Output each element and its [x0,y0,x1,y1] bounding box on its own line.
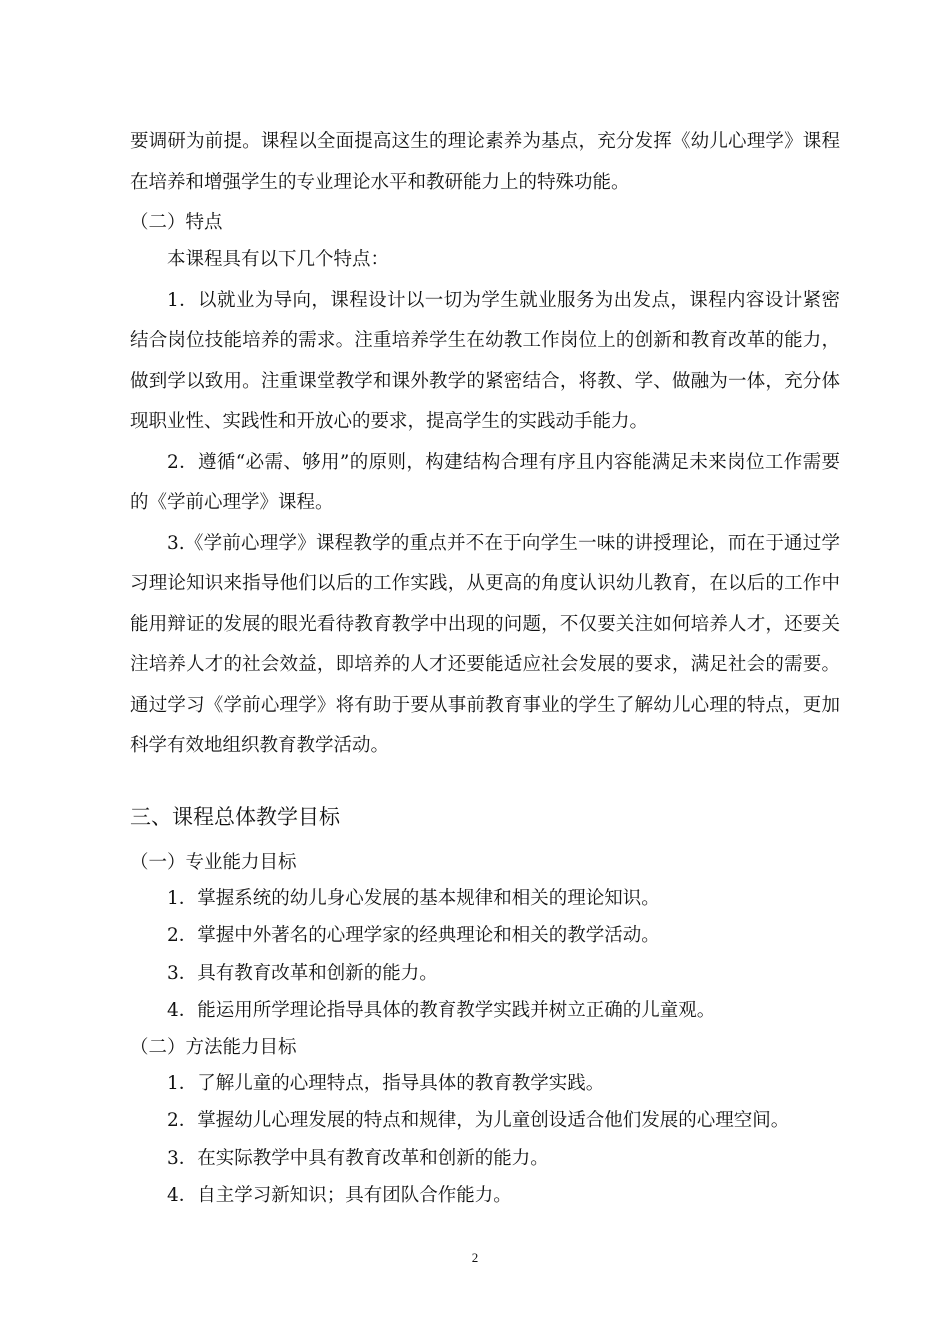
professional-goal-3: 3．具有教育改革和创新的能力。 [167,962,438,984]
professional-goals-heading: （一）专业能力目标 [130,851,297,873]
method-goal-2: 2．掌握幼儿心理发展的特点和规律，为儿童创设适合他们发展的心理空间。 [167,1110,790,1131]
professional-goal-2: 2．掌握中外著名的心理学家的经典理论和相关的教学活动。 [167,925,660,946]
section-heading: 三、课程总体教学目标 [130,804,340,829]
intro-paragraph: 要调研为前提。课程以全面提高这生的理论素养为基点，充分发挥《幼儿心理学》课程在培养和增强学生的专业理论水平和教研能力上的特殊功能。 [130,131,840,193]
feature-item-2: 2．遵循“必需、够用”的原则，构建结构合理有序且内容能满足未来岗位工作需要的《学前心理学》课程。 [130,451,840,513]
page-number: 2 [471,1250,479,1265]
method-goal-4: 4．自主学习新知识；具有团队合作能力。 [167,1185,512,1206]
method-goals-heading: （二）方法能力目标 [130,1036,297,1058]
features-lead: 本课程具有以下几个特点： [167,249,390,270]
features-heading: （二）特点 [130,212,223,233]
professional-goal-1: 1．掌握系统的幼儿身心发展的基本规律和相关的理论知识。 [167,887,660,909]
professional-goal-4: 4．能运用所学理论指导具体的教育教学实践并树立正确的儿童观。 [167,1000,716,1021]
feature-item-1: 1．以就业为导向，课程设计以一切为学生就业服务为出发点，课程内容设计紧密结合岗位技能培养的需求。注重培养学生在幼教工作岗位上的创新和教育改革的能力，做到学以致用。注重课堂教学和课外教学的紧密结合，将教、学、做融为一体，充分体现职业性、实践性和开放心的要求，提高学生的实践动手能力。 [130,289,840,432]
feature-item-3: 3.《学前心理学》课程教学的重点并不在于向学生一味的讲授理论，而在于通过学习理论知识来指导他们以后的工作实践，从更高的角度认识幼儿教育，在以后的工作中能用辩证的发展的眼光看待教育教学中出现的问题，不仅要关注如何培养人才，还要关注培养人才的社会效益，即培养的人才还要能适应社会发展的要求，满足社会的需要。通过学习《学前心理学》将有助于要从事前教育事业的学生了解幼儿心理的特点，更加科学有效地组织教育教学活动。 [130,532,840,756]
page-content [130,122,840,1215]
method-goal-1: 1．了解儿童的心理特点，指导具体的教育教学实践。 [167,1072,605,1094]
method-goal-3: 3．在实际教学中具有教育改革和创新的能力。 [167,1147,549,1169]
